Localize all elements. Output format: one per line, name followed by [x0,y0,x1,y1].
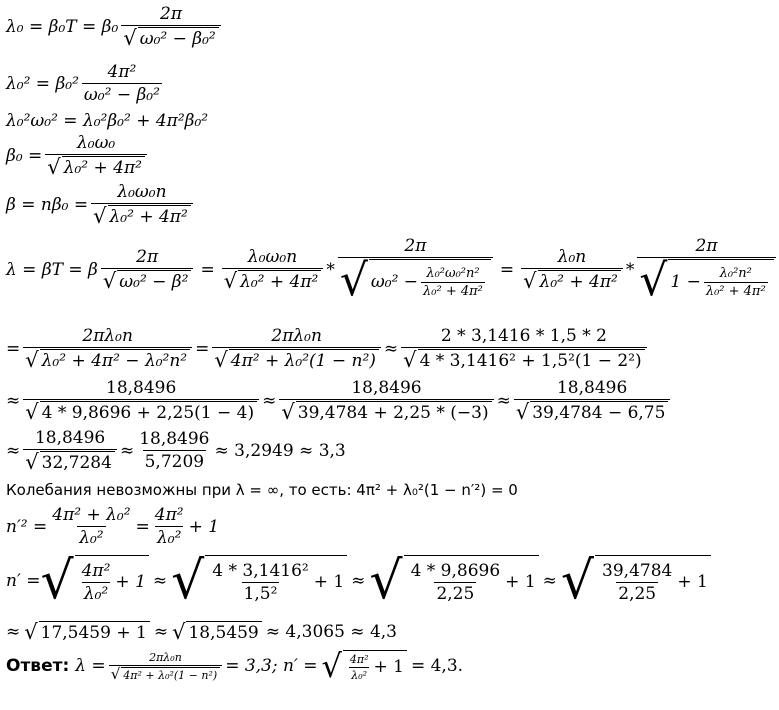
eq13-root-1: √ 17,5459 + 1 [24,621,150,643]
eq12-root-1: √ $\frac{\text{4π²}}{\text{λ₀²}}$ + 1 [40,555,148,607]
answer-label: Ответ: [6,656,70,676]
eq5-num: λ₀ω₀n [117,182,167,202]
eq12-num-2: 4 * 3,1416² [212,560,309,581]
answer-num-1: 2πλ₀n [149,650,182,664]
eq11-den-1: λ₀² [79,528,104,548]
eq7-frac-3: 2 * 3,1416 * 1,5 * 2 √ 4 * 3,1416² + 1,5²(1 − 2²) [401,326,646,371]
eq12-num-1: 4π² [81,560,111,581]
eq8-num-3: 18,8496 [556,378,628,398]
eq11-tail: + 1 [188,516,220,537]
eq2-fraction [82,62,162,105]
eq13-tail: ≈ 4,3065 ≈ 4,3 [265,622,397,642]
eq8-frac-1: 18,8496 √ 4 * 9,8696 + 2,25(1 − 4) [23,378,259,423]
eq7-den-2: 4π² + λ₀²(1 − n²) [229,349,379,371]
eq12-plus-1: + 1 [115,572,146,592]
eq11-num-1: 4π² + λ₀² [52,505,131,525]
eq13-rad-1: 17,5459 + 1 [39,621,150,643]
eq6-inner-num2: λ₀²n² [719,265,752,281]
answer-plus: + 1 [373,657,404,677]
eq11-frac-1 [50,505,132,548]
eq11-den-2: λ₀² [157,528,182,548]
eq12-den-1: λ₀² [83,583,109,604]
eq13-root-2: √ 18,5459 [172,621,262,643]
eq9-tail: ≈ 3,2949 ≈ 3,3 [214,440,346,461]
eq6-num-1: 2π [136,247,159,267]
answer-mid: = 3,3; n′ = [225,656,318,676]
eq-line-2 [6,62,165,105]
eq12-plus-4: + 1 [677,572,708,592]
eq12-plus-2: + 1 [313,572,345,592]
eq6-inner-den2: λ₀² + 4π² [705,283,766,299]
eq9-num-1: 18,8496 [34,428,106,448]
eq12-root-3: √ $\frac{4 * 9,8696}{2,25}$ + 1 [369,555,538,607]
eq11-frac-2 [153,505,186,548]
eq4-lhs: β₀ = [6,145,43,166]
eq5-lhs: β = nβ₀ = [6,194,89,215]
eq12-plus-3: + 1 [505,572,536,592]
eq7-frac-1: 2πλ₀n √ λ₀² + 4π² − λ₀²n² [23,326,192,371]
eq13-rad-2: 18,5459 [186,621,261,643]
eq7-frac-2: 2πλ₀n √ 4π² + λ₀²(1 − n²) [212,326,381,371]
eq9-den-2: 5,7209 [144,452,205,472]
eq-line-6: λ = βT = β 2π √ ω₀² − β² = λ₀ω₀n √ λ₀² + 4π² * 2π √ ω₀² − $\frac{\text{λ₀²ω₀²n²}}{\text{λ₀² + 4π²}}$ = λ₀n √ λ₀² + 4π² * 2π √ 1 − $\frac{\text{λ₀²n²}}{\text{λ₀² + 4π²}}$ [6,236,779,303]
eq6-den-2: λ₀² + 4π² [238,270,321,292]
answer-lambda: λ = [75,656,106,676]
eq7-num-3: 2 * 3,1416 * 1,5 * 2 [440,326,607,346]
eq6-frac-5: 2π √ 1 − $\frac{\text{λ₀²n²}}{\text{λ₀² + 4π²}}$ [637,236,775,303]
eq9-frac-1: 18,8496 √ 32,7284 [23,428,117,473]
eq6-frac-1: 2π √ ω₀² − β² [101,247,194,292]
eq12-den-4: 2,25 [618,583,657,604]
eq6-num-2: λ₀ω₀n [247,247,298,267]
eq2-num: 4π² [107,62,137,82]
eq7-den-1: λ₀² + 4π² − λ₀²n² [40,349,190,371]
answer-root: √ $\frac{\text{4π²}}{\text{λ₀²}}$ + 1 [321,650,407,682]
eq7-num-2: 2πλ₀n [271,326,322,346]
eq11-lhs: n′² = [6,516,48,537]
eq-line-9: ≈ 18,8496 √ 32,7284 ≈ $\frac{18,8496}{5,7209}$ ≈ 3,2949 ≈ 3,3 [6,428,346,474]
eq-line-13: ≈ √ 17,5459 + 1 ≈ √ 18,5459 ≈ 4,3065 ≈ 4,3 [6,620,397,644]
eq6-den-4: λ₀² + 4π² [538,270,621,292]
eq6-w0: ω₀² − [370,272,419,292]
answer-den-2: λ₀² [351,668,368,682]
eq8-frac-3: 18,8496 √ 39,4784 − 6,75 [514,378,671,423]
eq3: λ₀²ω₀² = λ₀²β₀² + 4π²β₀² [6,111,209,131]
eq8-num-1: 18,8496 [106,378,177,398]
eq6-den-1: ω₀² − β² [117,270,191,292]
eq9-den-1: 32,7284 [40,451,115,473]
eq6-lhs: λ = βT = β [6,259,98,280]
eq8-den-2: 39,4784 + 2,25 * (−3) [296,401,492,423]
eq12-root-4: √ $\frac{39,4784}{2,25}$ + 1 [561,555,711,607]
eq6-frac-2: λ₀ω₀n √ λ₀² + 4π² [222,247,324,292]
eq-line-12: n′ = √ $\frac{\text{4π²}}{\text{λ₀²}}$ + 1 ≈ √ $\frac{\text{4 * 3,1416²}}{\text{1,5²}}$ + 1 ≈ √ $\frac{4 * 9,8696}{2,25}$ + 1 ≈ √ $\frac{39,4784}{2,25}$ + 1 [6,555,711,607]
eq1-lhs: λ₀ = β₀T = β₀ [6,16,119,37]
eq-line-10 [6,481,518,499]
eq-line-7: = 2πλ₀n √ λ₀² + 4π² − λ₀²n² = 2πλ₀n √ 4π² + λ₀²(1 − n²) ≈ 2 * 3,1416 * 1,5 * 2 √ 4 * 3,1416² + 1,5²(1 − 2²) [6,326,650,371]
eq9-frac-2 [137,429,211,472]
answer-frac-1: 2πλ₀n √ 4π² + λ₀²(1 − n²) [109,651,223,682]
eq4-num: λ₀ω₀ [76,133,116,153]
eq12-lhs: n′ = [6,571,41,591]
eq5-den: λ₀² + 4π² [108,205,191,227]
eq6-num-3: 2π [404,236,427,256]
eq8-num-2: 18,8496 [351,378,422,398]
eq12-num-3: 4 * 9,8696 [410,560,501,581]
answer-den-1: 4π² + λ₀²(1 − n²) [121,667,220,682]
eq7-den-3: 4 * 3,1416² + 1,5²(1 − 2²) [418,349,645,371]
eq7-num-1: 2πλ₀n [82,326,133,346]
eq6-frac-4: λ₀n √ λ₀² + 4π² [521,247,623,292]
eq6-one: 1 − [670,272,701,292]
eq-line-8: ≈ 18,8496 √ 4 * 9,8696 + 2,25(1 − 4) ≈ 18,8496 √ 39,4784 + 2,25 * (−3) ≈ 18,8496 √ 39,4784 − 6,75 [6,378,673,423]
eq6-num-5: 2π [695,236,718,256]
eq1-fraction: 2π √ ω₀² − β₀² [121,4,220,49]
eq6-num-4: λ₀n [557,247,587,267]
eq11-num-2: 4π² [154,505,184,525]
eq12-den-3: 2,25 [436,583,475,604]
eq8-frac-2: 18,8496 √ 39,4784 + 2,25 * (−3) [279,378,493,423]
eq-line-1 [6,4,224,49]
eq12-root-2: √ $\frac{\text{4 * 3,1416²}}{\text{1,5²}}$ + 1 [171,555,347,607]
answer-line [6,647,464,685]
condition-text: Колебания невозможны при λ = ∞, то есть: 4π² + λ₀²(1 − n′²) = 0 [6,481,518,499]
eq8-den-1: 4 * 9,8696 + 2,25(1 − 4) [40,401,257,423]
eq6-inner-num: λ₀²ω₀²n² [426,265,480,281]
eq8-den-3: 39,4784 − 6,75 [530,401,668,423]
eq6-frac-3: 2π √ ω₀² − $\frac{\text{λ₀²ω₀²n²}}{\text{λ₀² + 4π²}}$ [338,236,493,303]
eq2-den: ω₀² − β₀² [83,85,160,105]
eq2-lhs: λ₀² = β₀² [6,73,79,94]
eq4-fraction: λ₀ω₀ √ λ₀² + 4π² [45,133,147,178]
eq-line-5 [6,182,196,227]
eq9-num-2: 18,8496 [139,429,210,449]
answer-num-2: 4π² [349,652,369,666]
eq12-den-2: 1,5² [243,583,278,604]
eq1-num: 2π [160,4,183,24]
eq6-inner-den: λ₀² + 4π² [423,283,483,299]
eq5-fraction: λ₀ω₀n √ λ₀² + 4π² [91,182,193,227]
answer-tail: = 4,3. [410,656,464,676]
eq-line-4 [6,133,150,178]
eq1-den: ω₀² − β₀² [138,27,219,49]
eq4-den: λ₀² + 4π² [62,156,145,178]
eq-line-11: n′² = $\frac{\text{4π² + λ₀²}}{\text{λ₀²}}$ = $\frac{\text{4π²}}{\text{λ₀²}}$ + 1 [6,505,220,548]
eq12-num-4: 39,4784 [602,560,673,581]
eq-line-3 [6,111,208,131]
